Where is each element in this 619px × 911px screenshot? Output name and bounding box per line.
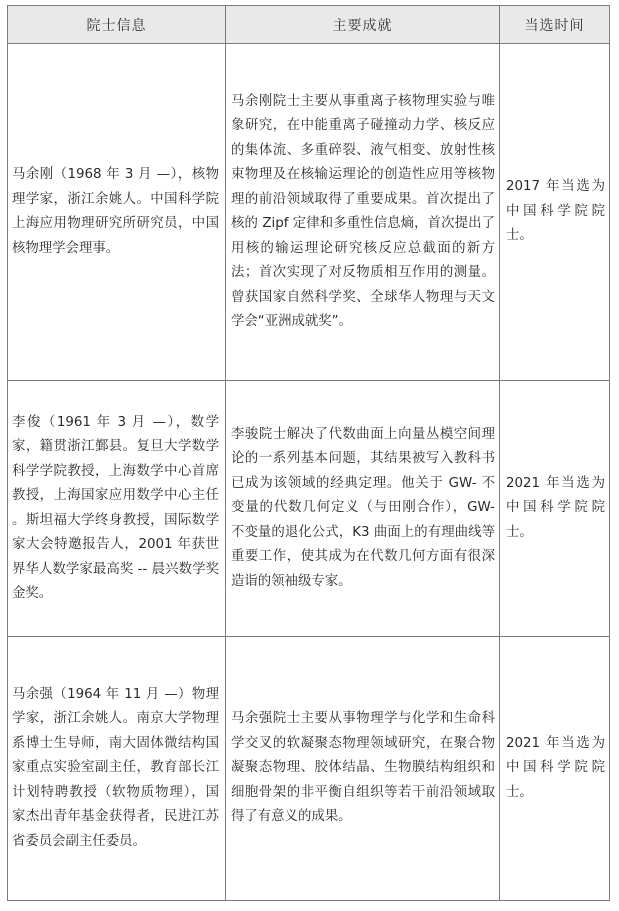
cell-year: 2017 年当选为中国科学院院士。 bbox=[500, 44, 610, 381]
cell-achievement: 马余刚院士主要从事重离子核物理实验与唯象研究，在中能重离子碰撞动力学、核反应的集体流、多重碎裂、液气相变、放射性核束物理及在核输运理论的创造性应用等核物理的前沿领域取得了重要成果。首次提出了核的 Zipf 定律和多重性信息熵，首次提出了用核的输运理论研究核反应总截面的新方法；首次实现了对反物质相互作用的测量。曾获国家自然科学奖、全球华人物理与天文学会“亚洲成就奖”。 bbox=[226, 44, 500, 381]
cell-info: 马余刚（1968 年 3 月 —），核物理学家，浙江余姚人。中国科学院上海应用物理研究所研究员，中国核物理学会理事。 bbox=[8, 44, 226, 381]
cell-year: 2021 年当选为中国科学院院士。 bbox=[500, 381, 610, 637]
header-info: 院士信息 bbox=[8, 6, 226, 44]
table-row bbox=[8, 637, 610, 901]
cell-info: 李俊（1961 年 3 月 —），数学家，籍贯浙江鄞县。复旦大学数学科学学院教授，上海数学中心首席教授，上海国家应用数学中心主任 。斯坦福大学终身教授，国际数学家大会特邀报告人，2001 年获世界华人数学家最高奖 -- 晨兴数学奖金奖。 bbox=[8, 381, 226, 637]
cell-achievement: 李骏院士解决了代数曲面上向量丛模空间理论的一系列基本问题，其结果被写入教科书已成为该领域的经典定理。他关于 GW- 不变量的代数几何定义（与田刚合作），GW- 不变量的退化公式，K3 曲面上的有理曲线等重要工作，使其成为在代数几何方面有很深造诣的领袖级专家。 bbox=[226, 381, 500, 637]
academicians-table bbox=[7, 5, 610, 901]
cell-achievement: 马余强院士主要从事物理学与化学和生命科学交叉的软凝聚态物理领域研究，在聚合物凝聚态物理、胶体结晶、生物膜结构组织和细胞骨架的非平衡自组织等若干前沿领域取得了有意义的成果。 bbox=[226, 637, 500, 901]
table-header-row bbox=[8, 6, 610, 44]
header-achievement: 主要成就 bbox=[226, 6, 500, 44]
table-row bbox=[8, 381, 610, 637]
cell-year: 2021 年当选为中国科学院院士。 bbox=[500, 637, 610, 901]
academicians-table-wrapper bbox=[7, 5, 609, 897]
cell-info: 马余强（1964 年 11 月 —）物理学家，浙江余姚人。南京大学物理系博士生导师，南大固体微结构国家重点实验室副主任，教育部长江计划特聘教授（软物质物理），国家杰出青年基金获得者，民进江苏省委员会副主任委员。 bbox=[8, 637, 226, 901]
table-row bbox=[8, 44, 610, 381]
header-year: 当选时间 bbox=[500, 6, 610, 44]
